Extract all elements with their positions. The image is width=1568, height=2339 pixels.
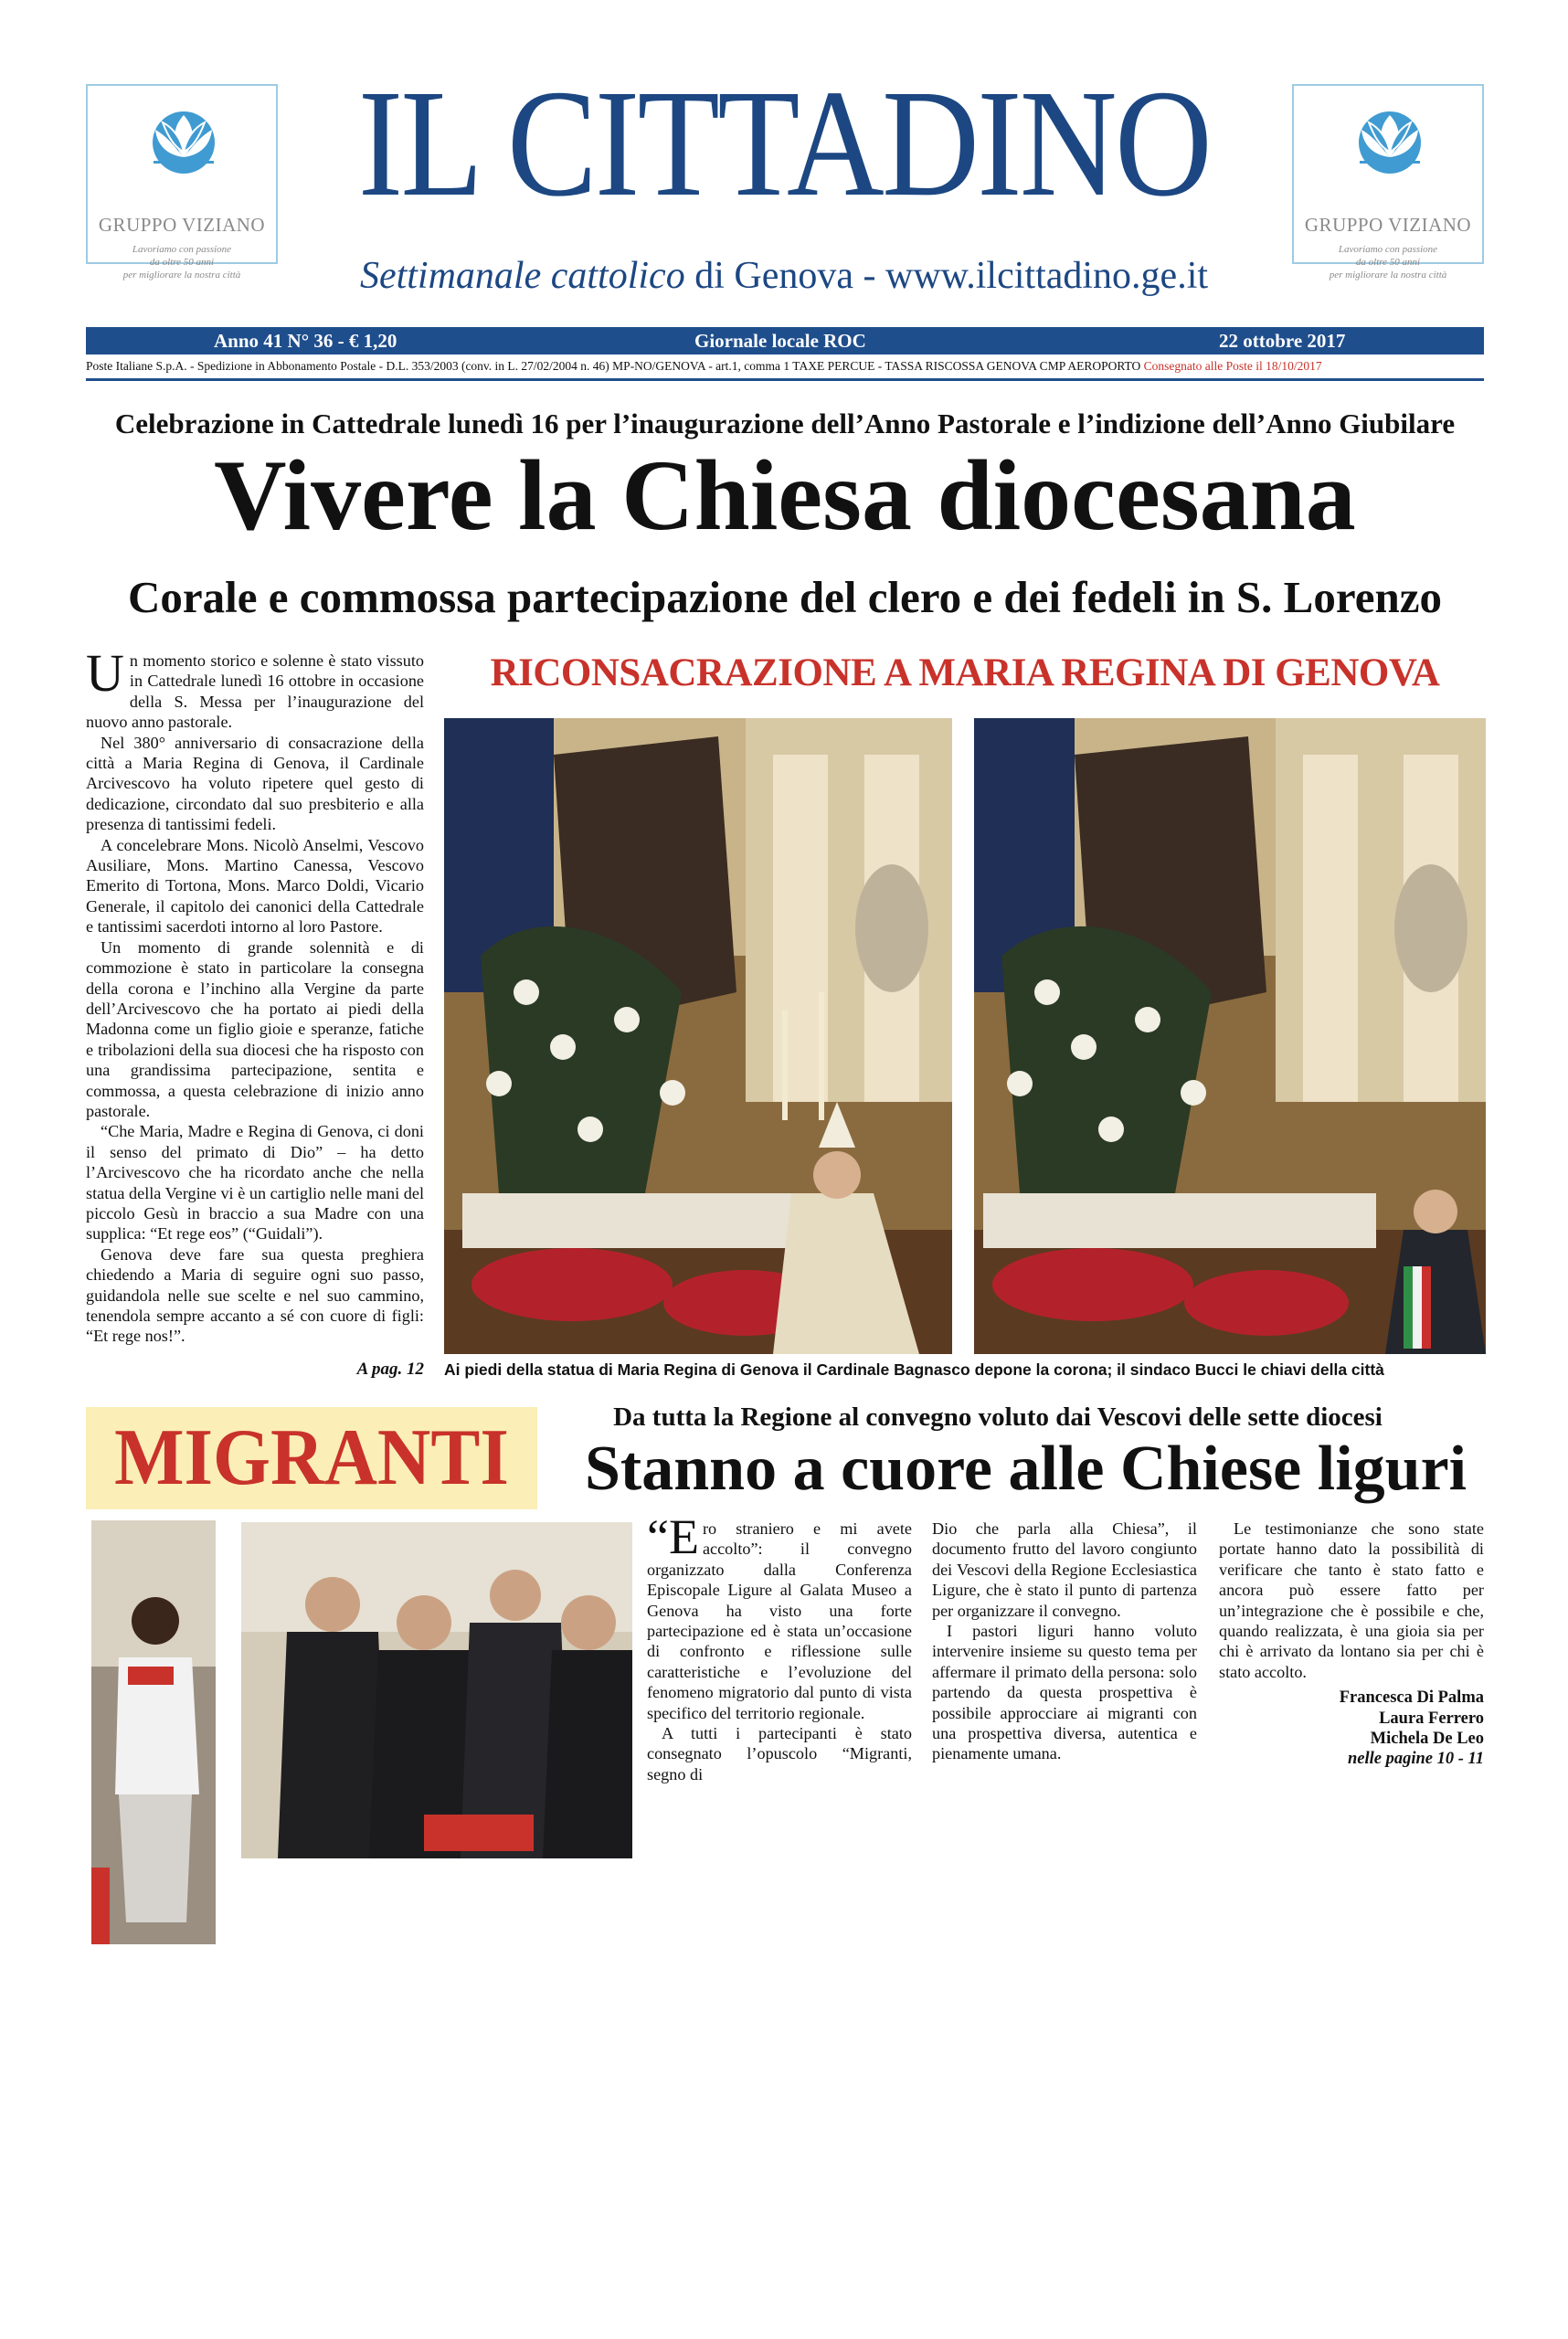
issue-info-bar [86, 327, 1484, 355]
article-paragraph [86, 643, 424, 733]
sponsor-tagline [1299, 243, 1477, 281]
sponsor-name: GRUPPO VIZIANO [98, 214, 266, 236]
lead-article-body [86, 643, 424, 1347]
masthead-tagline [283, 254, 1285, 298]
migranti-column-3 [1219, 1519, 1484, 1770]
lotus-logo-icon [135, 97, 232, 175]
tagline-weekly: Settimanale cattolico [359, 255, 685, 297]
website-link[interactable]: www.ilcittadino.ge.it [885, 255, 1209, 297]
cathedral-photo-mayor [974, 718, 1486, 1354]
paragraph-text: ro straniero e mi avete accolto”: il convegno organizzato dalla Conferenza Episcopale Ligure al Galata Museo a Genova ha visto una forte partecipazione ed è stata un’occasione di confronto e riflessione sulle caratteristiche e l’evoluzione del fenomeno migratorio dal punto di vista specifico del territorio regionale. [647, 1519, 912, 1722]
sponsor-tagline [93, 243, 270, 281]
migranti-column-2 [932, 1519, 1197, 1764]
lead-deck: Corale e commossa partecipazione del clero e dei fedeli in S. Lorenzo [128, 572, 1442, 622]
lead-headline: Vivere la Chiesa diocesana [214, 439, 1356, 551]
author-name: Michela De Leo [1370, 1730, 1484, 1749]
roc-label: Giornale locale ROC [694, 330, 866, 352]
migranti-headline: Stanno a cuore alle Chiese liguri [585, 1434, 1467, 1504]
author-list [1219, 1688, 1484, 1770]
article-paragraph: “Che Maria, Madre e Regina di Genova, ci doni il senso del primato di Dio” – ha detto l’Arcivescovo che ha ricordato anche che nella statua della Vergine vi è un cartiglio nelle mani del piccolo Gesù in braccio a sua Madre con una supplica: “Et rege eos” (“Guidali”). [86, 1122, 424, 1244]
sponsor-tagline-line: per migliorare la nostra città [122, 270, 241, 280]
article-paragraph: Nel 380° anniversario di consacrazione della città a Maria Regina di Genova, il Cardinale Arcivescovo ha voluto ripetere quel gesto di dedicazione, circondato dal suo presbiterio e alla presenza di tantissimi fedeli. [86, 733, 424, 834]
author-name: Laura Ferrero [1379, 1709, 1484, 1728]
migranti-label: MIGRANTI [114, 1413, 509, 1502]
tagline-city: di Genova - [684, 255, 885, 297]
sponsor-tagline-line: da oltre 50 anni [1355, 257, 1421, 268]
sponsor-name: GRUPPO VIZIANO [1304, 214, 1472, 236]
article-paragraph [647, 1509, 912, 1723]
issue-date: 22 ottobre 2017 [1219, 330, 1346, 352]
paragraph-text: n momento storico e solenne è stato vissuto in Cattedrale lunedì 16 ottobre in occasione della S. Messa per l’inaugurazione del nuovo anno pastorale. [86, 651, 424, 732]
pages-reference: nelle pagine 10 - 11 [1347, 1750, 1484, 1769]
sponsor-tagline-line: da oltre 50 anni [149, 257, 215, 268]
photo-caption: Ai piedi della statua di Maria Regina di Genova il Cardinale Bagnasco depone la corona; il sindaco Bucci le chiavi della città [444, 1360, 1384, 1379]
page-reference: A pag. 12 [356, 1360, 424, 1379]
masthead-title: IL CITTADINO [357, 58, 1211, 228]
article-paragraph: A concelebrare Mons. Nicolò Anselmi, Vescovo Ausiliare, Mons. Martino Canessa, Vescovo Emerito di Tortona, Mons. Marco Doldi, Vicario Generale, il capitolo dei canonici della Cattedrale e tantissimi sacerdoti intorno al loro Pastore. [86, 835, 424, 937]
lotus-logo-icon [1341, 97, 1438, 175]
article-paragraph: I pastori liguri hanno voluto intervenire insieme su questo tema per affermare il primato della persona: solo partendo da questa prospettiva è possibile approcciare ai migranti con una prospettiva diversa, autentica e pienamente umana. [932, 1622, 1197, 1763]
bishops-photo [241, 1522, 632, 1858]
sponsor-tagline-line: Lavoriamo con passione [132, 244, 232, 255]
migranti-kicker: Da tutta la Regione al convegno voluto dai Vescovi delle sette diocesi [613, 1402, 1383, 1432]
quote-drop-cap: “E [647, 1509, 699, 1564]
sponsor-logo-left [86, 84, 278, 280]
article-paragraph: Un momento di grande solennità e di commozione è stato in particolare la consegna della corona e l’inchino alla Vergine da parte dell’Arcivescovo che ha portato ai piedi della Madonna come un figlio gioie e speranze, fatiche e tribolazioni della sua diocesi che ha risposto con una grandissima partecipazione, sentita e commossa, a questa celebrazione di inizio anno pastorale. [86, 937, 424, 1120]
article-paragraph: Le testimonianze che sono state portate hanno dato la possibilità di verificare che tanto è stato fatto e ancora può essere fatto per un’integrazione che è possibile e che, quando realizzata, è una gioia sia per chi è arrivato da lontano sia per chi è stato accolto. [1219, 1519, 1484, 1681]
article-paragraph: Genova deve fare sua questa preghiera chiedendo a Maria di seguire ogni suo passo, guidandola nelle sue scelte e nel suo cammino, tenendola sempre accanto a sé con cuore di figli: “Et rege nos!”. [86, 1244, 424, 1346]
sponsor-logo-right [1292, 84, 1484, 280]
article-paragraph: A tutti i partecipanti è stato consegnato l’opuscolo “Migranti, segno di [647, 1724, 912, 1783]
postal-text: Poste Italiane S.p.A. - Spedizione in Abbonamento Postale - D.L. 353/2003 (conv. in L. 27/02/2004 n. 46) MP-NO/GENOVA - art.1, comma 1 TAXE PERCUE - TASSA RISCOSSA GENOVA CMP AEROPORTO [86, 359, 1144, 373]
issue-number: Anno 41 N° 36 - € 1,20 [214, 330, 397, 352]
section-title: RICONSACRAZIONE A MARIA REGINA DI GENOVA [490, 651, 1440, 694]
migranti-column-1 [647, 1509, 912, 1784]
sponsor-tagline-line: Lavoriamo con passione [1338, 244, 1438, 255]
lead-kicker: Celebrazione in Cattedrale lunedì 16 per l’inaugurazione dell’Anno Pastorale e l’indizione dell’Anno Giubilare [114, 407, 1456, 439]
author-name: Francesca Di Palma [1339, 1688, 1484, 1708]
postal-delivered: Consegnato alle Poste il 18/10/2017 [1143, 359, 1322, 373]
sponsor-tagline-line: per migliorare la nostra città [1329, 270, 1447, 280]
postal-notice [86, 358, 1484, 381]
cathedral-photo-cardinal [444, 718, 952, 1354]
migrant-speaker-photo [91, 1520, 216, 1944]
drop-cap: U [86, 643, 124, 703]
article-paragraph: Dio che parla alla Chiesa”, il documento frutto del lavoro congiunto dei Vescovi della Regione Ecclesiastica Ligure, che è stato il punto di partenza per organizzare il convegno. [932, 1519, 1197, 1620]
